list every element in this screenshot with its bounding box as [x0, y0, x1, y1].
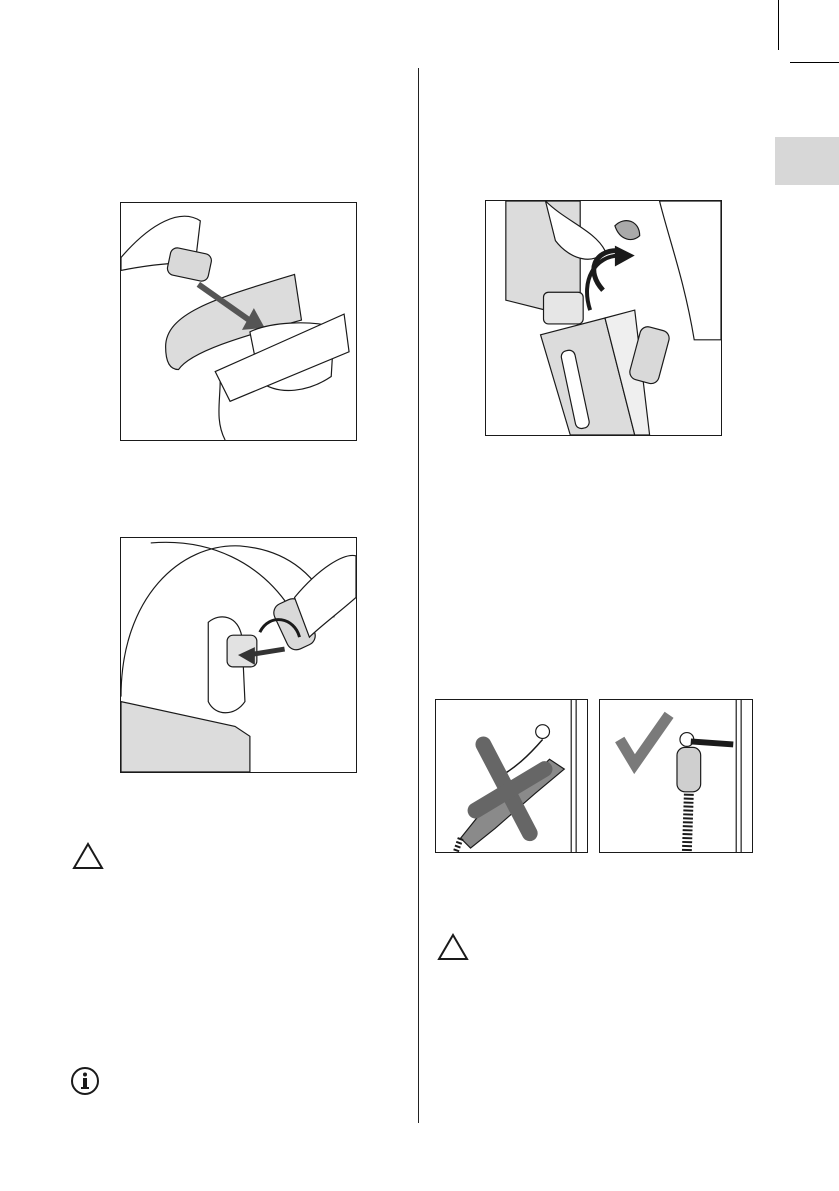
info-icon: [70, 1066, 100, 1096]
column-divider: [418, 68, 419, 1123]
figure-hose-right: [599, 699, 753, 853]
crop-mark-top: [778, 0, 779, 50]
figure-fill-tank: [485, 200, 722, 436]
figure-hose-wrong: [435, 699, 588, 853]
crop-mark-right: [790, 62, 839, 63]
language-tab: [775, 137, 839, 185]
figure-attach-hose: [120, 537, 357, 773]
warning-icon: [437, 933, 469, 961]
warning-icon: [72, 842, 104, 870]
figure-remove-nozzle: [120, 202, 357, 441]
